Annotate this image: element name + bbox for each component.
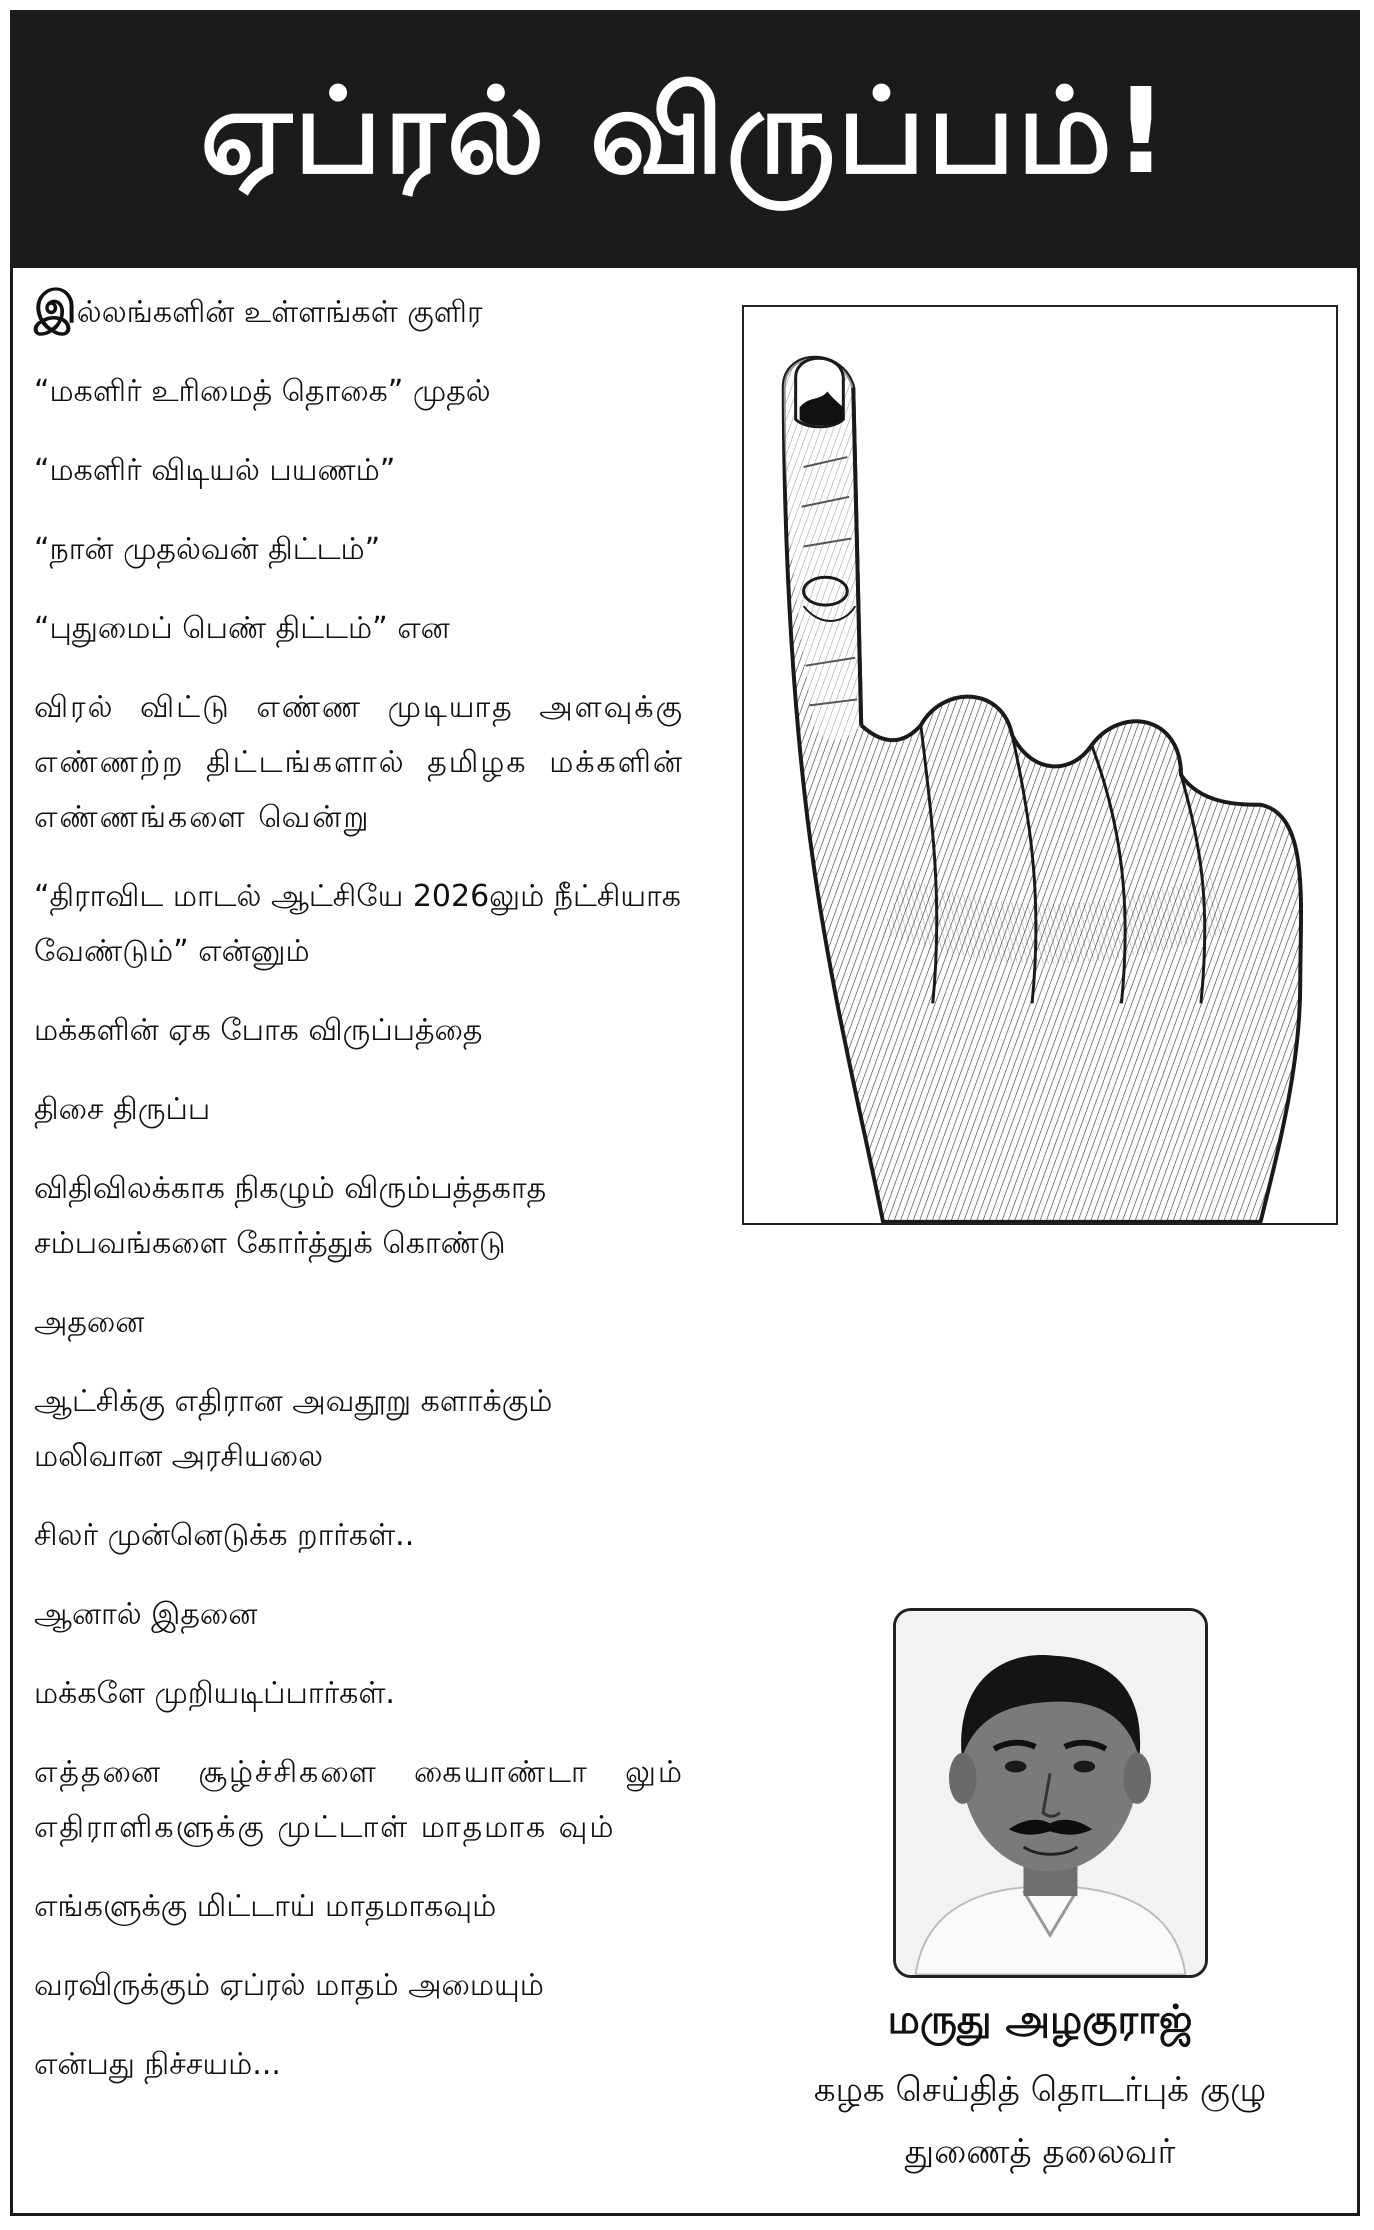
paragraph-line: “மகளிர் விடியல் பயணம்” — [34, 453, 396, 488]
drop-cap: இ — [34, 282, 77, 333]
paragraph-line: ல்லங்களின் உள்ளங்கள் குளிர — [76, 295, 483, 330]
article-paragraph — [34, 364, 684, 419]
paragraph-line: “திராவிட மாடல் ஆட்சியே 2026லும் நீட்சியாக வேண்டும்” என்னும் — [34, 879, 681, 969]
article-paragraph — [34, 680, 684, 845]
article-paragraph — [34, 1374, 684, 1484]
article-paragraph — [34, 1587, 684, 1642]
paragraph-line: “மகளிர் உரிமைத் தொகை” முதல் — [34, 374, 491, 409]
title-banner — [10, 10, 1360, 268]
article-paragraph — [34, 1958, 684, 2013]
article-paragraph — [34, 1508, 684, 1563]
headline: ஏப்ரல் விருப்பம்! — [200, 62, 1170, 200]
paragraph-line: சிலர் முன்னெடுக்க றார்கள்.. — [34, 1518, 415, 1553]
paragraph-line: ஆனால் இதனை — [34, 1597, 258, 1632]
author-photo — [893, 1608, 1208, 1978]
article-paragraph — [34, 443, 684, 498]
article-paragraph — [34, 1161, 684, 1271]
article-body — [34, 282, 684, 2116]
paragraph-line: மக்களின் ஏக போக விருப்பத்தை — [34, 1013, 483, 1048]
article-paragraph — [34, 869, 684, 979]
paragraph-line: விதிவிலக்காக நிகழும் விரும்பத்தகாத சம்பவங்களை கோர்த்துக் கொண்டு — [34, 1171, 547, 1261]
paragraph-line: விரல் விட்டு எண்ண முடியாத அளவுக்கு எண்ணற்ற திட்டங்களால் தமிழக மக்களின் எண்ணங்களை வென்று — [34, 690, 684, 835]
article-paragraph — [34, 282, 684, 340]
paragraph-line: “நான் முதல்வன் திட்டம்” — [34, 532, 381, 567]
article-paragraph — [34, 601, 684, 656]
author-role: கழக செய்தித் தொடர்புக் குழு — [813, 2070, 1267, 2110]
article-paragraph — [34, 522, 684, 577]
article-paragraph — [34, 1879, 684, 1934]
paragraph-line: வரவிருக்கும் ஏப்ரல் மாதம் அமையும் — [34, 1968, 544, 2003]
paragraph-line: ஆட்சிக்கு எதிரான அவதூறு களாக்கும் மலிவான அரசியலை — [34, 1384, 553, 1474]
article-paragraph — [34, 1003, 684, 1058]
article-paragraph — [34, 1745, 684, 1855]
article-paragraph — [34, 1082, 684, 1137]
author-role-title: துணைத் தலைவர் — [904, 2132, 1176, 2172]
paragraph-line: திசை திருப்ப — [34, 1092, 211, 1127]
article-paragraph — [34, 2037, 684, 2092]
author-signature — [742, 1992, 1338, 2180]
author-name: மருது அழகுராஜ் — [887, 1997, 1193, 2043]
raised-finger-icon — [744, 307, 1336, 1223]
paragraph-line: மக்களே முறியடிப்பார்கள். — [34, 1676, 395, 1711]
paragraph-line: அதனை — [34, 1305, 145, 1340]
article-paragraph — [34, 1295, 684, 1350]
author-portrait-icon — [896, 1611, 1205, 1975]
paragraph-line: என்பது நிச்சயம்... — [34, 2047, 281, 2082]
inked-finger-illustration — [742, 305, 1338, 1225]
paragraph-line: எத்தனை சூழ்ச்சிகளை கையாண்டா லும் எதிராளிகளுக்கு முட்டாள் மாதமாக வும் — [34, 1755, 684, 1845]
paragraph-line: எங்களுக்கு மிட்டாய் மாதமாகவும் — [34, 1889, 497, 1924]
paragraph-line: “புதுமைப் பெண் திட்டம்” என — [34, 611, 450, 646]
article-paragraph — [34, 1666, 684, 1721]
